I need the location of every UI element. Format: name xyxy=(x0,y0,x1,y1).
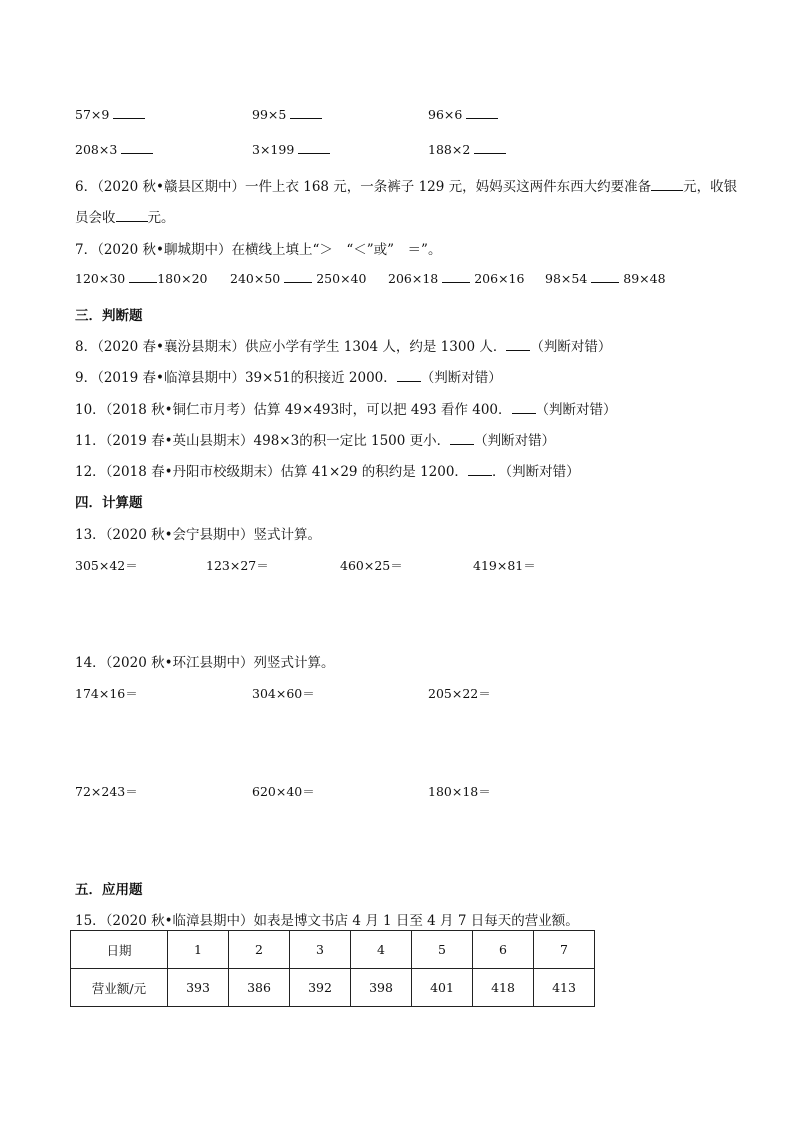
judge-question: 8．（2020 春•襄汾县期末）供应小学有学生 1304 人，约是 1300 人． （判断对错） xyxy=(75,339,612,355)
table-header-cell: 营业额/元 xyxy=(71,969,168,1007)
estimate-item xyxy=(252,141,330,157)
answer-blank[interactable] xyxy=(466,106,498,119)
question-6: 6．（2020 秋•赣县区期中）一件上衣 168 元，一条裤子 129 元，妈妈买这两件东西大约要准备 元，收银 xyxy=(75,179,738,195)
table-cell: 418 xyxy=(473,969,534,1007)
judge-question: 9．（2019 春•临漳县期中）39×51的积接近 2000． （判断对错） xyxy=(75,370,502,386)
expression: 99×5 xyxy=(252,107,287,122)
answer-blank[interactable] xyxy=(129,270,157,283)
section-heading: 五．应用题 xyxy=(75,882,143,898)
answer-blank[interactable] xyxy=(290,106,322,119)
calc-item: 72×243＝ xyxy=(75,784,138,799)
question-7: 7．（2020 秋•聊城期中）在横线上填上“＞ “＜”或” ＝”。 xyxy=(75,242,442,258)
table-cell: 3 xyxy=(290,931,351,969)
expression: 208×3 xyxy=(75,142,118,157)
calc-item: 620×40＝ xyxy=(252,784,315,799)
answer-blank[interactable] xyxy=(121,141,153,154)
calc-item: 174×16＝ xyxy=(75,686,138,701)
table-row xyxy=(71,969,595,1007)
revenue-table xyxy=(70,930,595,1007)
calc-item: 305×42＝ xyxy=(75,558,138,573)
table-header-cell: 日期 xyxy=(71,931,168,969)
judge-question: 12．（2018 春•丹阳市校级期末）估算 41×29 的积约是 1200． ．（判断对错） xyxy=(75,464,580,480)
answer-blank[interactable] xyxy=(113,106,145,119)
estimate-item xyxy=(75,106,145,122)
compare-item: 120×30 180×20 xyxy=(75,271,208,286)
table-row xyxy=(71,931,595,969)
expression: 96×6 xyxy=(428,107,463,122)
question-15: 15．（2020 秋•临漳县期中）如表是博文书店 4 月 1 日至 4 月 7 日每天的营业额。 xyxy=(75,913,579,929)
question-13: 13．（2020 秋•会宁县期中）竖式计算。 xyxy=(75,527,322,543)
table-cell: 6 xyxy=(473,931,534,969)
answer-blank[interactable] xyxy=(397,369,421,382)
section-heading: 三．判断题 xyxy=(75,308,143,324)
table-cell: 413 xyxy=(534,969,595,1007)
answer-blank[interactable] xyxy=(116,209,148,222)
estimate-item xyxy=(252,106,322,122)
answer-blank[interactable] xyxy=(298,141,330,154)
answer-blank[interactable] xyxy=(450,432,474,445)
answer-blank[interactable] xyxy=(468,463,492,476)
expression: 3×199 xyxy=(252,142,295,157)
table-cell: 5 xyxy=(412,931,473,969)
judge-question: 11．（2019 春•英山县期末）498×3的积一定比 1500 更小． （判断对错） xyxy=(75,433,556,449)
table-cell: 401 xyxy=(412,969,473,1007)
table-cell: 386 xyxy=(229,969,290,1007)
estimate-item xyxy=(428,106,498,122)
table-cell: 393 xyxy=(168,969,229,1007)
calc-item: 205×22＝ xyxy=(428,686,491,701)
compare-item: 240×50 250×40 xyxy=(230,271,367,286)
question-14: 14．（2020 秋•环江县期中）列竖式计算。 xyxy=(75,655,335,671)
table-cell: 7 xyxy=(534,931,595,969)
table-cell: 2 xyxy=(229,931,290,969)
table-cell: 1 xyxy=(168,931,229,969)
answer-blank[interactable] xyxy=(512,401,536,414)
table-cell: 392 xyxy=(290,969,351,1007)
calc-item: 460×25＝ xyxy=(340,558,403,573)
estimate-item xyxy=(428,141,506,157)
answer-blank[interactable] xyxy=(651,178,683,191)
question-6-cont: 员会收 元。 xyxy=(75,210,175,226)
judge-question: 10．（2018 秋•铜仁市月考）估算 49×493时，可以把 493 看作 400． （判断对错） xyxy=(75,402,617,418)
calc-item: 180×18＝ xyxy=(428,784,491,799)
table-cell: 4 xyxy=(351,931,412,969)
table-cell: 398 xyxy=(351,969,412,1007)
calc-item: 419×81＝ xyxy=(473,558,536,573)
compare-item: 98×54 89×48 xyxy=(545,271,666,286)
answer-blank[interactable] xyxy=(591,270,619,283)
expression: 188×2 xyxy=(428,142,471,157)
answer-blank[interactable] xyxy=(474,141,506,154)
section-heading: 四．计算题 xyxy=(75,495,143,511)
compare-item: 206×18 206×16 xyxy=(388,271,525,286)
expression: 57×9 xyxy=(75,107,110,122)
calc-item: 123×27＝ xyxy=(206,558,269,573)
answer-blank[interactable] xyxy=(284,270,312,283)
answer-blank[interactable] xyxy=(442,270,470,283)
estimate-item xyxy=(75,141,153,157)
calc-item: 304×60＝ xyxy=(252,686,315,701)
answer-blank[interactable] xyxy=(506,338,530,351)
